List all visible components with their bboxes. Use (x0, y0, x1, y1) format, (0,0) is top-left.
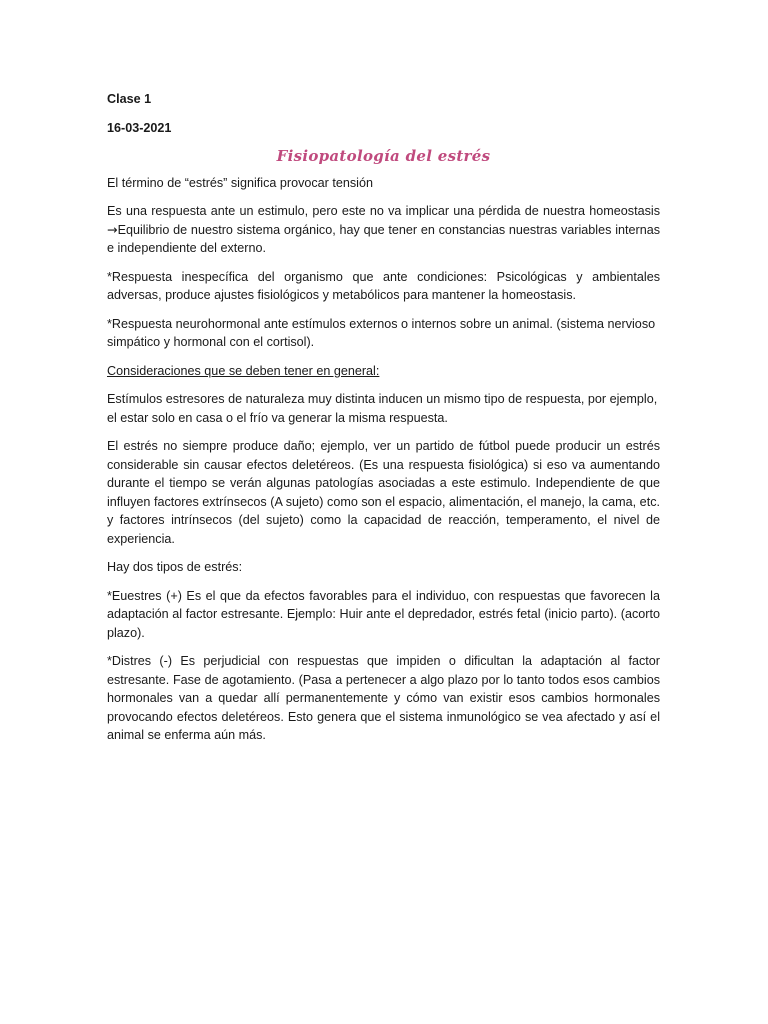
class-number: Clase 1 (107, 92, 152, 106)
paragraph-homeostasis-end: Equilibrio de nuestro sistema orgánico, hay que tener en constancias nuestras variables internas e independiente del externo. (107, 222, 660, 255)
paragraph-homeostasis-start: Es una respuesta ante un estimulo, pero este no va implicar una pérdida de nuestra homeostasis (107, 204, 660, 218)
paragraph-stress-types: Hay dos tipos de estrés: (107, 560, 243, 574)
paragraph-homeostasis (107, 202, 660, 258)
paragraph-distress: *Distres (-) Es perjudicial con respuestas que impiden o dificultan la adaptación al factor estresante. Fase de agotamiento. (Pasa a pertenecer a algo plazo por lo tanto todos esos cambios hormonales van a quedar allí permanentemente y cómo van existir esos cambios hormonales provocando efectos deletéreos. Esto genera que el sistema inmunológico se vea afectado y así el animal se enferma aún más. (107, 654, 660, 742)
class-date: 16-03-2021 (107, 120, 172, 135)
paragraph-stressor-stimuli: Estímulos estresores de naturaleza muy distinta inducen un mismo tipo de respuesta, por ejemplo, el estar solo en casa o el frío va generar la misma respuesta. (107, 392, 658, 425)
arrow-right-icon: → (107, 221, 118, 237)
paragraph-stress-damage: El estrés no siempre produce daño; ejemplo, ver un partido de fútbol puede producir un estrés considerable sin causar efectos deletéreos. (Es una respuesta fisiológica) si eso va aumentando durante el tiempo se verán algunas patologías asociadas a este estimulo. Independiente de que influyen factores extrínsecos (A sujeto) como son el espacio, alimentación, el manejo, la cama, etc. y factores intrínsecos (del sujeto) como la capacidad de reacción, temperamento, el nivel de experiencia. (107, 439, 660, 546)
paragraph-definition: El término de “estrés” significa provocar tensión (107, 175, 373, 190)
paragraph-eustress: *Euestres (+) Es el que da efectos favorables para el individuo, con respuestas que favorecen la adaptación al factor estresante. Ejemplo: Huir ante el depredador, estrés fetal (inicio parto). (acorto plazo). (107, 588, 660, 640)
section-heading: Consideraciones que se deben tener en general: (107, 363, 380, 378)
document-title: Fisiopatología del estrés (276, 147, 491, 165)
paragraph-neurohormonal-response: *Respuesta neurohormonal ante estímulos externos o internos sobre un animal. (sistema nervioso simpático y hormonal con el cortisol). (107, 316, 656, 349)
paragraph-nonspecific-response: *Respuesta inespecífica del organismo que ante condiciones: Psicológicas y ambientales adversas, produce ajustes fisiológicos y metabólicos para mantener la homeostasis. (107, 269, 660, 302)
